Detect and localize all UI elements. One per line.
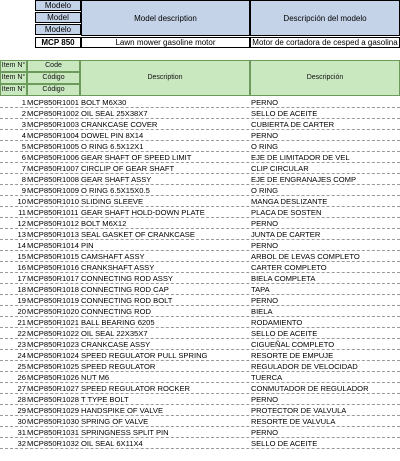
part-description-cell[interactable]: SPEED REGULATOR ROCKER [81, 384, 191, 393]
part-code-cell[interactable]: MCP850R1004 [27, 131, 79, 140]
item-number-cell[interactable]: 18 [17, 285, 26, 294]
item-number-cell[interactable]: 6 [21, 153, 26, 162]
part-code-cell[interactable]: MCP850R1019 [27, 296, 79, 305]
part-code-cell[interactable]: MCP850R1014 [27, 241, 79, 250]
item-number-cell[interactable]: 17 [17, 274, 26, 283]
part-description-cell[interactable]: SEAL GASKET OF CRANKCASE [81, 230, 195, 239]
part-description-cell[interactable]: O RING 6.5X12X1 [81, 142, 144, 151]
part-descripcion-cell[interactable]: MANGA DESLIZANTE [251, 197, 328, 206]
part-code-cell[interactable]: MCP850R1027 [27, 384, 79, 393]
part-description-cell[interactable]: BOLT M6X12 [81, 219, 127, 228]
table-row [0, 328, 400, 339]
description-header[interactable]: Description [80, 60, 250, 96]
part-description-cell[interactable]: NUT M6 [81, 373, 110, 382]
part-descripcion-cell[interactable]: CONMUTADOR DE REGULADOR [251, 384, 369, 393]
part-descripcion-cell[interactable]: PERNO [251, 241, 279, 250]
table-row [0, 185, 400, 196]
part-description-cell[interactable]: BALL BEARING 6205 [81, 318, 155, 327]
item-number-header[interactable]: Item N° [0, 60, 27, 72]
part-description-cell[interactable]: DOWEL PIN 8X14 [81, 131, 144, 140]
part-code-cell[interactable]: MCP850R1010 [27, 197, 79, 206]
item-number-cell[interactable]: 11 [18, 208, 26, 217]
part-descripcion-cell[interactable]: CIGUEÑAL COMPLETO [251, 340, 335, 349]
table-row [0, 372, 400, 383]
table-row [0, 339, 400, 350]
part-code-cell[interactable]: MCP850R1022 [27, 329, 79, 338]
part-description-cell[interactable]: CAMSHAFT ASSY [81, 252, 145, 261]
part-descripcion-cell[interactable]: PERNO [251, 296, 279, 305]
item-number-cell[interactable]: 31 [17, 428, 26, 437]
table-row [0, 240, 400, 251]
part-descripcion-cell[interactable]: PERNO [251, 395, 279, 404]
part-description-cell[interactable]: OIL SEAL 6X11X4 [81, 439, 143, 448]
model-label-cell[interactable]: Modelo [35, 24, 81, 35]
part-code-cell[interactable]: MCP850R1024 [27, 351, 79, 360]
part-description-cell[interactable]: SLIDING SLEEVE [81, 197, 144, 206]
part-code-cell[interactable]: MCP850R1005 [27, 142, 79, 151]
part-descripcion-cell[interactable]: CLIP CIRCULAR [251, 164, 309, 173]
part-descripcion-cell[interactable]: EJE DE LIMITADOR DE VEL [251, 153, 350, 162]
part-descripcion-cell[interactable]: REGULADOR DE VELOCIDAD [251, 362, 358, 371]
model-info-block [0, 0, 400, 51]
item-number-cell[interactable]: 32 [17, 439, 26, 448]
parts-table-header [0, 60, 400, 96]
part-descripcion-cell[interactable]: PERNO [251, 131, 279, 140]
descripcion-modelo-header[interactable]: Descripción del modelo [250, 0, 400, 36]
table-row [0, 416, 400, 427]
model-label-cell[interactable]: Modelo [35, 0, 81, 11]
table-row [0, 97, 400, 108]
part-descripcion-cell[interactable]: CARTER COMPLETO [251, 263, 327, 272]
part-description-cell[interactable]: GEAR SHAFT OF SPEED LIMIT [81, 153, 192, 162]
part-code-cell[interactable]: MCP850R1015 [27, 252, 79, 261]
item-number-cell[interactable]: 27 [17, 384, 26, 393]
part-descripcion-cell[interactable]: BIELA COMPLETA [251, 274, 316, 283]
part-descripcion-cell[interactable]: ARBOL DE LEVAS COMPLETO [251, 252, 360, 261]
part-description-cell[interactable]: CONNECTING ROD [81, 307, 152, 316]
part-code-cell[interactable]: MCP850R1002 [27, 109, 79, 118]
part-descripcion-cell[interactable]: RODAMIENTO [251, 318, 303, 327]
part-code-cell[interactable]: MCP850R1011 [27, 208, 79, 217]
code-header[interactable]: Código [27, 84, 80, 96]
part-description-cell[interactable]: T TYPE BOLT [81, 395, 129, 404]
table-row [0, 306, 400, 317]
part-description-cell[interactable]: OIL SEAL 25X38X7 [81, 109, 148, 118]
part-descripcion-cell[interactable]: SELLO DE ACEITE [251, 329, 318, 338]
part-descripcion-cell[interactable]: CUBIERTA DE CARTER [251, 120, 335, 129]
table-row [0, 229, 400, 240]
table-row [0, 295, 400, 306]
item-number-cell[interactable]: 13 [17, 230, 26, 239]
part-descripcion-cell[interactable]: PERNO [251, 219, 279, 228]
part-description-cell[interactable]: BOLT M6X30 [81, 98, 127, 107]
part-descripcion-cell[interactable]: PERNO [251, 98, 279, 107]
part-code-cell[interactable]: MCP850R1023 [27, 340, 79, 349]
item-number-cell[interactable]: 1 [21, 98, 26, 107]
part-code-cell[interactable]: MCP850R1013 [27, 230, 79, 239]
part-descripcion-cell[interactable]: TUERCA [251, 373, 283, 382]
item-number-header[interactable]: Item N° [0, 72, 27, 84]
part-description-cell[interactable]: CRANKSHAFT ASSY [81, 263, 155, 272]
part-code-cell[interactable]: MCP850R1029 [27, 406, 79, 415]
part-code-cell[interactable]: MCP850R1009 [27, 186, 79, 195]
item-number-cell[interactable]: 21 [17, 318, 26, 327]
item-number-cell[interactable]: 19 [17, 296, 26, 305]
table-row [0, 273, 400, 284]
table-row [0, 350, 400, 361]
part-code-cell[interactable]: MCP850R1032 [27, 439, 79, 448]
part-description-cell[interactable]: HANDSPIKE OF VALVE [81, 406, 164, 415]
table-row [0, 251, 400, 262]
item-number-cell[interactable]: 26 [17, 373, 26, 382]
part-code-cell[interactable]: MCP850R1006 [27, 153, 79, 162]
parts-table-body [0, 97, 400, 449]
item-number-cell[interactable]: 10 [17, 197, 26, 206]
table-row [0, 163, 400, 174]
part-description-cell[interactable]: GEAR SHAFT HOLD-DOWN PLATE [81, 208, 205, 217]
table-row [0, 152, 400, 163]
table-row [0, 405, 400, 416]
part-description-cell[interactable]: CONNECTING ROD ASSY [81, 274, 173, 283]
part-description-cell[interactable]: SPEED REGULATOR [81, 362, 156, 371]
item-number-cell[interactable]: 14 [17, 241, 26, 250]
table-row [0, 196, 400, 207]
part-description-cell[interactable]: CRANKCASE COVER [81, 120, 158, 129]
part-description-cell[interactable]: O RING 6.5X15X0.5 [81, 186, 150, 195]
table-row [0, 317, 400, 328]
item-number-cell[interactable]: 30 [17, 417, 26, 426]
part-descripcion-cell[interactable]: TAPA [251, 285, 270, 294]
part-code-cell[interactable]: MCP850R1012 [27, 219, 79, 228]
item-number-cell[interactable]: 24 [17, 351, 26, 360]
part-descripcion-cell[interactable]: EJE DE ENGRANAJES COMP [251, 175, 357, 184]
part-descripcion-cell[interactable]: SELLO DE ACEITE [251, 439, 318, 448]
part-descripcion-cell[interactable]: JUNTA DE CARTER [251, 230, 321, 239]
part-code-cell[interactable]: MCP850R1008 [27, 175, 79, 184]
part-descripcion-cell[interactable]: RESORTE DE EMPUJE [251, 351, 334, 360]
table-row [0, 383, 400, 394]
item-number-cell[interactable]: 29 [17, 406, 26, 415]
table-row [0, 262, 400, 273]
part-code-cell[interactable]: MCP850R1020 [27, 307, 79, 316]
part-description-cell[interactable]: OIL SEAL 22X35X7 [81, 329, 148, 338]
part-code-cell[interactable]: MCP850R1025 [27, 362, 79, 371]
part-code-cell[interactable]: MCP850R1018 [27, 285, 79, 294]
model-descripcion-cell[interactable]: Motor de cortadora de cesped a gasolina [250, 37, 400, 48]
part-code-cell[interactable]: MCP850R1031 [27, 428, 79, 437]
part-description-cell[interactable]: CONNECTING ROD BOLT [81, 296, 173, 305]
item-number-cell[interactable]: 16 [17, 263, 26, 272]
part-code-cell[interactable]: MCP850R1007 [27, 164, 79, 173]
item-number-cell[interactable]: 23 [17, 340, 26, 349]
table-row [0, 119, 400, 130]
item-number-cell[interactable]: 28 [17, 395, 26, 404]
item-number-cell[interactable]: 3 [21, 120, 26, 129]
part-descripcion-cell[interactable]: PERNO [251, 428, 279, 437]
item-number-cell[interactable]: 22 [17, 329, 26, 338]
table-row [0, 394, 400, 405]
part-description-cell[interactable]: SPRING OF VALVE [81, 417, 149, 426]
item-number-cell[interactable]: 7 [21, 164, 26, 173]
part-description-cell[interactable]: SPEED REGULATOR PULL SPRING [81, 351, 208, 360]
part-code-cell[interactable]: MCP850R1016 [27, 263, 79, 272]
item-number-header[interactable]: Item N° [0, 84, 27, 96]
item-number-cell[interactable]: 8 [21, 175, 26, 184]
item-number-cell[interactable]: 4 [21, 131, 26, 140]
part-description-cell[interactable]: PIN [81, 241, 94, 250]
table-row [0, 207, 400, 218]
table-row [0, 130, 400, 141]
code-header[interactable]: Code [27, 60, 80, 72]
table-row [0, 284, 400, 295]
part-code-cell[interactable]: MCP850R1030 [27, 417, 79, 426]
table-row [0, 438, 400, 449]
item-number-cell[interactable]: 25 [17, 362, 26, 371]
part-code-cell[interactable]: MCP850R1001 [27, 98, 79, 107]
table-row [0, 218, 400, 229]
part-descripcion-cell[interactable]: PROTECTOR DE VALVULA [251, 406, 347, 415]
part-code-cell[interactable]: MCP850R1026 [27, 373, 79, 382]
part-description-cell[interactable]: CRANKCASE ASSY [81, 340, 151, 349]
part-descripcion-cell[interactable]: O RING [251, 186, 279, 195]
table-row [0, 361, 400, 372]
part-descripcion-cell[interactable]: BIELA [251, 307, 273, 316]
part-descripcion-cell[interactable]: SELLO DE ACEITE [251, 109, 318, 118]
descripcion-header[interactable]: Descripción [250, 60, 400, 96]
part-description-cell[interactable]: SPRINGNESS SPLIT PIN [81, 428, 169, 437]
part-descripcion-cell[interactable]: RESORTE DE VALVULA [251, 417, 336, 426]
model-description-header[interactable]: Model description [81, 0, 250, 36]
item-number-cell[interactable]: 2 [21, 109, 26, 118]
table-row [0, 141, 400, 152]
table-row [0, 427, 400, 438]
table-row [0, 108, 400, 119]
item-number-cell[interactable]: 20 [17, 307, 26, 316]
model-code-cell[interactable]: MCP 850 [35, 37, 81, 48]
part-description-cell[interactable]: CONNECTING ROD CAP [81, 285, 169, 294]
item-number-cell[interactable]: 12 [17, 219, 26, 228]
part-code-cell[interactable]: MCP850R1017 [27, 274, 79, 283]
model-description-cell[interactable]: Lawn mower gasoline motor [81, 37, 250, 48]
item-number-cell[interactable]: 5 [21, 142, 26, 151]
item-number-cell[interactable]: 15 [17, 252, 26, 261]
part-description-cell[interactable]: GEAR SHAFT ASSY [81, 175, 152, 184]
part-description-cell[interactable]: CIRCLIP OF GEAR SHAFT [81, 164, 175, 173]
part-descripcion-cell[interactable]: PLACA DE SOSTEN [251, 208, 322, 217]
table-row [0, 174, 400, 185]
part-descripcion-cell[interactable]: O RING [251, 142, 279, 151]
part-code-cell[interactable]: MCP850R1003 [27, 120, 79, 129]
item-number-cell[interactable]: 9 [21, 186, 26, 195]
part-code-cell[interactable]: MCP850R1021 [27, 318, 79, 327]
part-code-cell[interactable]: MCP850R1028 [27, 395, 79, 404]
model-label-cell[interactable]: Model [35, 12, 81, 23]
code-header[interactable]: Código [27, 72, 80, 84]
